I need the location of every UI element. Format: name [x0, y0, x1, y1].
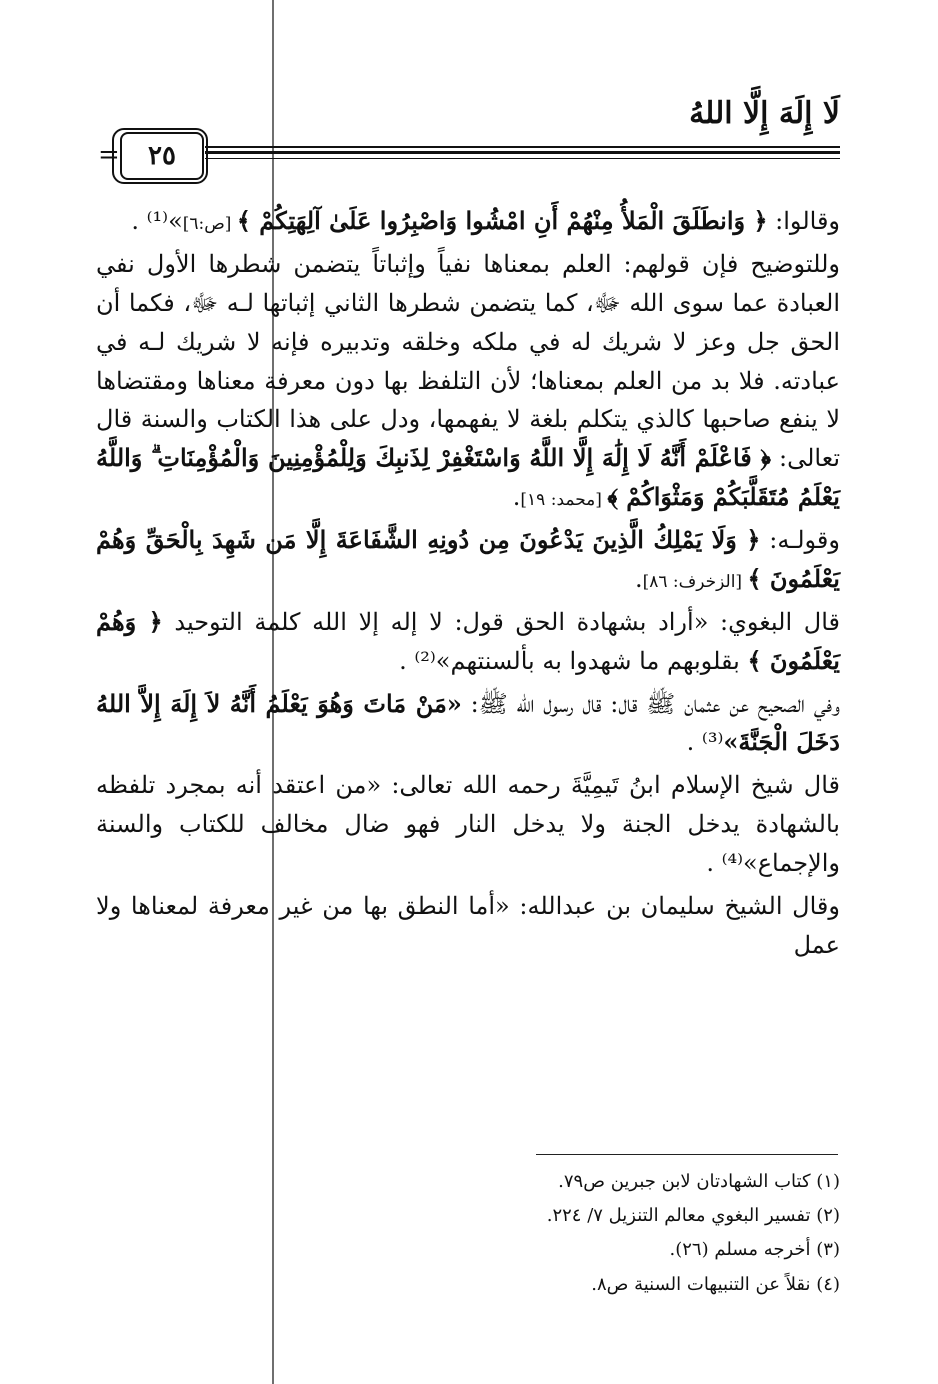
paragraph: قال البغوي: «أراد بشهادة الحق قول: لا إله إلا الله كلمة التوحيد ﴿ وَهُمْ يَعْلَمُونَ ﴾ بقلوبهم ما شهدوا به بألسنتهم»⁽²⁾ . — [96, 606, 841, 675]
main-text — [96, 202, 840, 969]
footnotes — [400, 1165, 840, 1302]
paragraph: وللتوضيح فإن قولهم: العلم بمعناها نفياً وإثباتاً يتضمن شطرها الأول نفي العبادة عما سوى الله ﷻ، كما يتضمن شطرها الثاني إثباتها لـه ﷻ، فكما أن الحق جل وعز لا شريك له في ملكه وخلقه وتدبيره فإنه لا شريك لـه في عبادته. فلا بد من العلم بمعناها؛ لأن التلفظ بها دون معرفة معناها ومقتضاها لا ينفع صاحبها كالذي يتكلم بلغة لا يفهمها، ودل على هذا الكتاب والسنة قال تعالى: ﴿ فَاعْلَمْ أَنَّهُ لَا إِلَٰهَ إِلَّا اللَّهُ وَاسْتَغْفِرْ لِذَنبِكَ وَلِلْمُؤْمِنِينَ وَالْمُؤْمِنَاتِ ۗ وَاللَّهُ يَعْلَمُ مُتَقَلَّبَكُمْ وَمَثْوَاكُمْ ﴾ [محمد: ١٩]. — [96, 249, 841, 512]
header-left-mark: = — [98, 140, 120, 170]
hadith-quote: «مَنْ مَاتَ وَهُوَ يَعْلَمُ أَنَّهُ لاَ إِلَهَ إِلاَّ اللهُ دَخَلَ الْجَنَّةَ» — [96, 688, 840, 757]
quran-verse: ﴿ وَهُمْ يَعْلَمُونَ ﴾ — [96, 606, 840, 675]
running-header-title: لَا إِلَهَ إِلَّا اللهُ — [689, 96, 840, 131]
verse-reference: [ص:٦] — [182, 214, 237, 234]
paragraph: وفي الصحيح عن عثمان ﷺ قال: قال رسول الله ﷺ: «مَنْ مَاتَ وَهُوَ يَعْلَمُ أَنَّهُ لاَ إِلَهَ إِلاَّ اللهُ دَخَلَ الْجَنَّةَ»⁽³⁾ . — [96, 688, 840, 757]
footnote: (١) كتاب الشهادتان لابن جبرين ص٧٩. — [558, 1171, 840, 1192]
quran-verse: ﴿ وَانطَلَقَ الْمَلأُ مِنْهُمْ أَنِ امْشُوا وَاصْبِرُوا عَلَىٰ آلِهَتِكُمْ ﴾ — [236, 206, 768, 235]
footnote: (٢) تفسير البغوي معالم التنزيل ٧/ ٢٢٤. — [546, 1205, 840, 1227]
paragraph: وقال الشيخ سليمان بن عبدالله: «أما النطق بها من غير معرفة لمعناها ولا عمل — [96, 891, 840, 959]
paragraph: وقولـه: ﴿ وَلَا يَمْلِكُ الَّذِينَ يَدْعُونَ مِن دُونِهِ الشَّفَاعَةَ إِلَّا مَن شَهِدَ بِالْحَقِّ وَهُمْ يَعْلَمُونَ ﴾ [الزخرف: ٨٦]. — [96, 525, 840, 593]
header-rule-thick — [205, 151, 840, 154]
page-number: ٢٥ — [120, 132, 204, 180]
paragraph: وقالوا: ﴿ وَانطَلَقَ الْمَلأُ مِنْهُمْ أَنِ امْشُوا وَاصْبِرُوا عَلَىٰ آلِهَتِكُمْ ﴾ [ص:٦]»⁽¹⁾ . — [131, 206, 840, 235]
header-rule-thin — [205, 158, 840, 159]
quran-verse: ﴿ فَاعْلَمْ أَنَّهُ لَا إِلَٰهَ إِلَّا اللَّهُ وَاسْتَغْفِرْ لِذَنبِكَ وَلِلْمُؤْمِنِينَ وَالْمُؤْمِنَاتِ ۗ وَاللَّهُ يَعْلَمُ مُتَقَلَّبَكُمْ وَمَثْوَاكُمْ ﴾ — [96, 443, 840, 512]
paragraph: قال شيخ الإسلام ابنُ تَيمِيَّةَ رحمه الله تعالى: «من اعتقد أنه بمجرد تلفظه بالشهادة يدخل الجنة ولا يدخل النار فهو ضال مخالف للكتاب والسنة والإجماع»⁽⁴⁾ . — [96, 771, 840, 877]
footnote: (٣) أخرجه مسلم (٢٦). — [669, 1239, 840, 1261]
quran-verse: ﴿ وَلَا يَمْلِكُ الَّذِينَ يَدْعُونَ مِن دُونِهِ الشَّفَاعَةَ إِلَّا مَن شَهِدَ بِالْحَقِّ وَهُمْ يَعْلَمُونَ ﴾ — [96, 525, 840, 593]
footnote-separator — [536, 1154, 838, 1155]
footnote: (٤) نقلاً عن التنبيهات السنية ص٨. — [591, 1273, 840, 1295]
header-rule — [205, 146, 840, 148]
verse-reference: [الزخرف: ٨٦] — [642, 571, 748, 592]
verse-reference: [محمد: ١٩] — [520, 490, 608, 511]
